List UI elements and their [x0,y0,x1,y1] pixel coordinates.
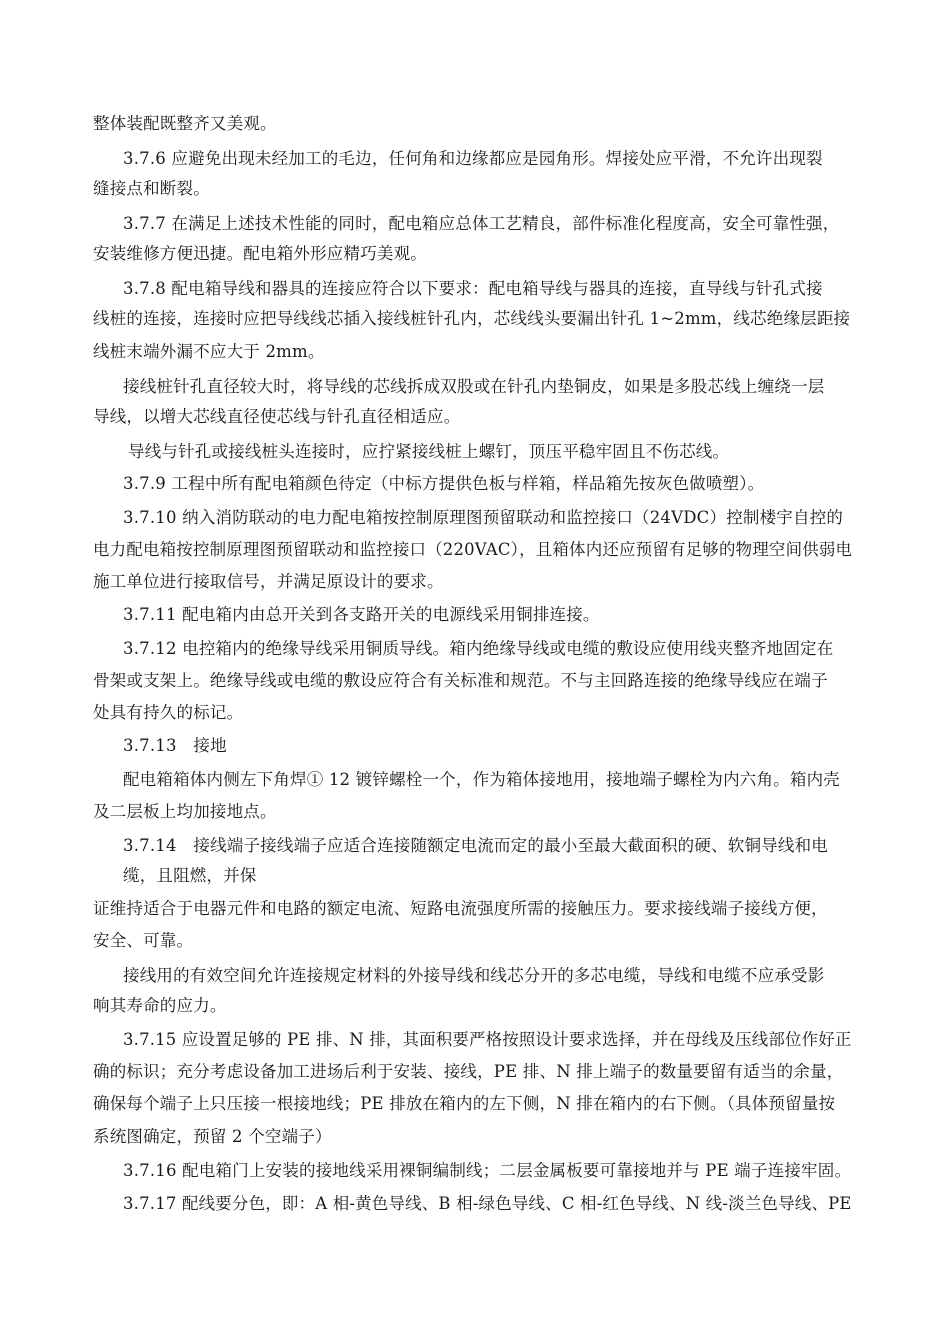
text-line: 安全、可靠。 [93,931,194,950]
text-line: 3.7.6 应避免出现未经加工的毛边，任何角和边缘都应是园角形。焊接处应平滑，不允许出现裂 [123,149,823,168]
text-line: 3.7.12 电控箱内的绝缘导线采用铜质导线。箱内绝缘导线或电缆的敷设应使用线夹整齐地固定在 [123,639,834,658]
text-line: 导线，以增大芯线直径使芯线与针孔直径相适应。 [93,407,461,426]
text-line: 3.7.17 配线要分色，即：A 相-黄色导线、B 相-绿色导线、C 相-红色导线、N 线-淡兰色导线、PE [123,1194,852,1213]
text-line: 确保每个端子上只压接一根接地线；PE 排放在箱内的左下侧，N 排在箱内的右下侧。（具体预留量按 [93,1094,836,1113]
text-line: 3.7.9 工程中所有配电箱颜色待定（中标方提供色板与样箱，样品箱先按灰色做喷塑）。 [123,474,765,493]
text-line: 3.7.10 纳入消防联动的电力配电箱按控制原理图预留联动和监控接口（24VDC）控制楼宇自控的 [123,508,844,527]
text-line: 导线与针孔或接线桩头连接时，应拧紧接线桩上螺钉，顶压平稳牢固且不伤芯线。 [128,442,730,461]
text-line: 缆，且阻燃，并保 [123,866,257,885]
text-line: 3.7.15 应设置足够的 PE 排、N 排，其面积要严格按照设计要求选择，并在母线及压线部位作好正 [123,1030,852,1049]
text-line: 证维持适合于电器元件和电路的额定电流、短路电流强度所需的接触压力。要求接线端子接线方便， [93,899,828,918]
text-line: 接线用的有效空间允许连接规定材料的外接导线和线芯分开的多芯电缆，导线和电缆不应承受影 [123,966,825,985]
text-line: 系统图确定，预留 2 个空端子） [93,1127,332,1146]
text-line: 3.7.7 在满足上述技术性能的同时，配电箱应总体工艺精良，部件标准化程度高，安全可靠性强， [123,214,840,233]
text-line: 骨架或支架上。绝缘导线或电缆的敷设应符合有关标准和规范。不与主回路连接的绝缘导线应在端子 [93,671,828,690]
text-line: 施工单位进行接取信号，并满足原设计的要求。 [93,572,444,591]
text-line: 3.7.16 配电箱门上安装的接地线采用裸铜编制线；二层金属板要可靠接地并与 PE 端子连接牢固。 [123,1161,852,1180]
text-line: 3.7.11 配电箱内由总开关到各支路开关的电源线采用铜排连接。 [123,605,600,624]
text-line: 确的标识；充分考虑设备加工进场后利于安装、接线，PE 排、N 排上端子的数量要留有适当的余量， [93,1062,844,1081]
text-line: 及二层板上均加接地点。 [93,802,277,821]
text-line: 接线桩针孔直径较大时，将导线的芯线拆成双股或在针孔内垫铜皮，如果是多股芯线上缠绕一层 [123,377,825,396]
text-line: 电力配电箱按控制原理图预留联动和监控接口（220VAC），且箱体内还应预留有足够的物理空间供弱电 [93,540,853,559]
text-line: 处具有持久的标记。 [93,703,244,722]
text-line: 整体装配既整齐又美观。 [93,114,277,133]
text-line: 线桩末端外漏不应大于 2mm。 [93,342,325,361]
text-line: 缝接点和断裂。 [93,179,210,198]
text-line: 3.7.8 配电箱导线和器具的连接应符合以下要求：配电箱导线与器具的连接，直导线与针孔式接 [123,279,823,298]
text-line: 响其寿命的应力。 [93,996,227,1015]
text-line: 安装维修方便迅捷。配电箱外形应精巧美观。 [93,244,427,263]
text-line: 线桩的连接，连接时应把导线线芯插入接线桩针孔内，芯线线头要漏出针孔 1~2mm，线芯绝缘层距接 [93,309,851,328]
text-line: 3.7.14 接线端子接线端子应适合连接随额定电流而定的最小至最大截面积的硬、软铜导线和电 [123,836,828,855]
text-line: 3.7.13 接地 [123,736,227,755]
text-line: 配电箱箱体内侧左下角焊① 12 镀锌螺栓一个，作为箱体接地用，接地端子螺栓为内六角。箱内壳 [123,770,840,789]
